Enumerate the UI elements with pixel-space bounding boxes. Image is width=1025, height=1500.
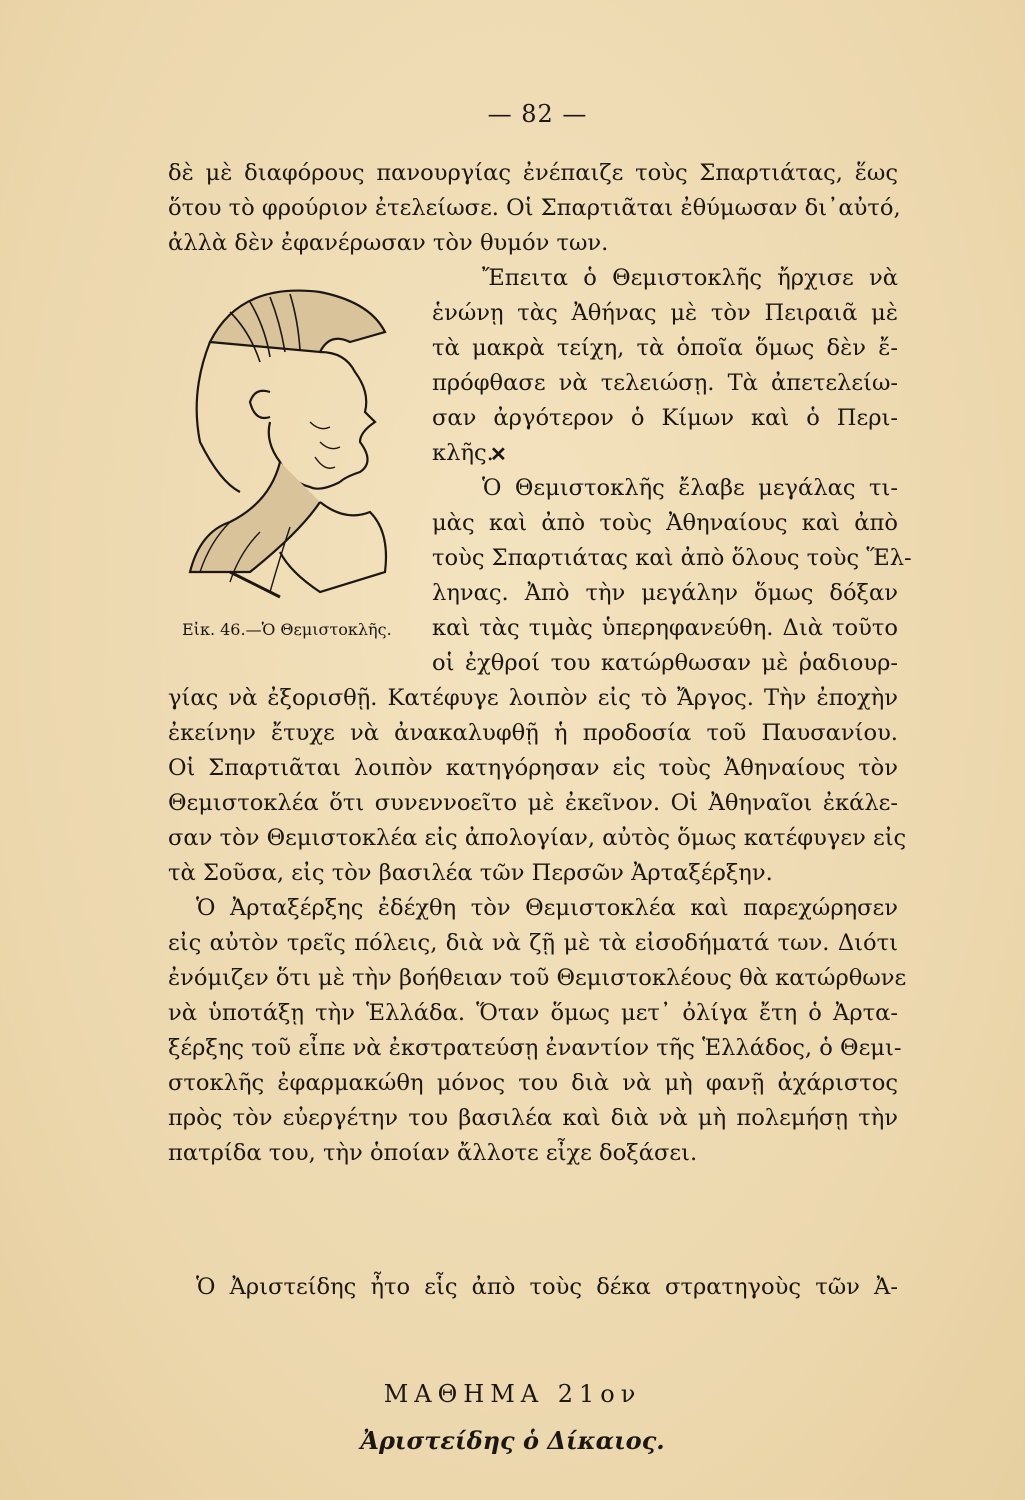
text-line: σαν τὸν Θεμιστοκλέα εἰς ἀπολογίαν, αὐτὸς ὅμως κατέφυγεν εἰς	[168, 825, 907, 851]
text-line: Θεμιστοκλέα ὅτι συνεννοεῖτο μὲ ἐκεῖνον. Οἱ Ἀθηναῖοι ἐκάλε-	[168, 790, 898, 816]
text-line: πρὸς τὸν εὐεργέτην του βασιλέα καὶ διὰ νὰ μὴ πολεμήσῃ τὴν	[168, 1105, 898, 1131]
text-line: Ὁ Θεμιστοκλῆς ἔλαβε μεγάλας τι-	[482, 475, 898, 501]
text-line: τοὺς Σπαρτιάτας καὶ ἀπὸ ὅλους τοὺς Ἕλ-	[432, 545, 912, 571]
final-line: Ὁ Ἀριστείδης ἦτο εἷς ἀπὸ τοὺς δέκα στρατηγοὺς τῶν Ἀ-	[196, 1274, 898, 1300]
text-line: εἰς αὐτὸν τρεῖς πόλεις, διὰ νὰ ζῇ μὲ τὰ εἰσοδήματά των. Διότι	[168, 930, 898, 956]
text-line: Οἱ Σπαρτιᾶται λοιπὸν κατηγόρησαν εἰς τοὺς Ἀθηναίους τὸν	[168, 755, 898, 781]
lesson-heading: ΜΑΘΗΜΑ 21ον	[383, 1380, 642, 1408]
portrait-figure	[170, 272, 410, 612]
text-line: σαν ἀργότερον ὁ Κίμων καὶ ὁ Περι-	[432, 405, 898, 431]
text-line: κλῆς.	[432, 440, 494, 466]
text-line: δὲ μὲ διαφόρους πανουργίας ἐνέπαιζε τοὺς Σπαρτιάτας, ἕως	[168, 160, 898, 186]
figure-caption: Εἰκ. 46.—Ὁ Θεμιστοκλῆς.	[182, 620, 392, 639]
text-line: πατρίδα του, τὴν ὁποίαν ἄλλοτε εἶχε δοξάσει.	[168, 1140, 698, 1166]
text-line: Ὁ Ἀρταξέρξης ἐδέχθη τὸν Θεμιστοκλέα καὶ παρεχώρησεν	[196, 895, 898, 921]
text-line: τὰ μακρὰ τείχη, τὰ ὁποῖα ὅμως δὲν ἔ-	[432, 335, 898, 361]
text-line: τὰ Σοῦσα, εἰς τὸν βασιλέα τῶν Περσῶν Ἀρταξέρξην.	[168, 860, 773, 886]
text-line: νὰ ὑποτάξῃ τὴν Ἑλλάδα. Ὅταν ὅμως μετ᾽ ὀλίγα ἔτη ὁ Ἀρτα-	[168, 1000, 898, 1026]
text-line: στοκλῆς ἐφαρμακώθη μόνος του διὰ νὰ μὴ φανῇ ἀχάριστος	[168, 1070, 898, 1096]
lesson-title: Ἀριστείδης ὁ Δίκαιος.	[360, 1426, 665, 1455]
text-line: οἱ ἐχθροί του κατώρθωσαν μὲ ῥαδιουρ-	[432, 650, 898, 676]
themistocles-portrait	[170, 272, 410, 612]
text-line: ληνας. Ἀπὸ τὴν μεγάλην ὅμως δόξαν	[432, 580, 898, 606]
text-line: πρόφθασε νὰ τελειώσῃ. Τὰ ἀπετελείω-	[432, 370, 898, 396]
text-line: ἐκείνην ἔτυχε νὰ ἀνακαλυφθῇ ἡ προδοσία τοῦ Παυσανίου.	[168, 720, 898, 746]
margin-mark: ✕	[490, 442, 507, 466]
text-line: ξέρξης τοῦ εἶπε νὰ ἐκστρατεύσῃ ἐναντίον τῆς Ἑλλάδος, ὁ Θεμι-	[168, 1035, 902, 1061]
text-line: ἀλλὰ δὲν ἐφανέρωσαν τὸν θυμόν των.	[168, 230, 609, 256]
text-line: γίας νὰ ἐξορισθῇ. Κατέφυγε λοιπὸν εἰς τὸ Ἄργος. Τὴν ἐποχὴν	[168, 685, 898, 711]
text-line: ὅτου τὸ φρούριον ἐτελείωσε. Οἱ Σπαρτιᾶται ἐθύμωσαν δι᾽αὐτό,	[168, 195, 901, 221]
text-line: ἐνόμιζεν ὅτι μὲ τὴν βοήθειαν τοῦ Θεμιστοκλέους θὰ κατώρθωνε	[168, 965, 907, 991]
text-line: καὶ τὰς τιμὰς ὑπερηφανεύθη. Διὰ τοῦτο	[432, 615, 898, 641]
text-line: Ἔπειτα ὁ Θεμιστοκλῆς ἤρχισε νὰ	[482, 265, 898, 291]
text-line: ἑνώνῃ τὰς Ἀθήνας μὲ τὸν Πειραιᾶ μὲ	[432, 300, 898, 326]
page-number: — 82 —	[487, 100, 588, 128]
text-line: μὰς καὶ ἀπὸ τοὺς Ἀθηναίους καὶ ἀπὸ	[432, 510, 898, 536]
